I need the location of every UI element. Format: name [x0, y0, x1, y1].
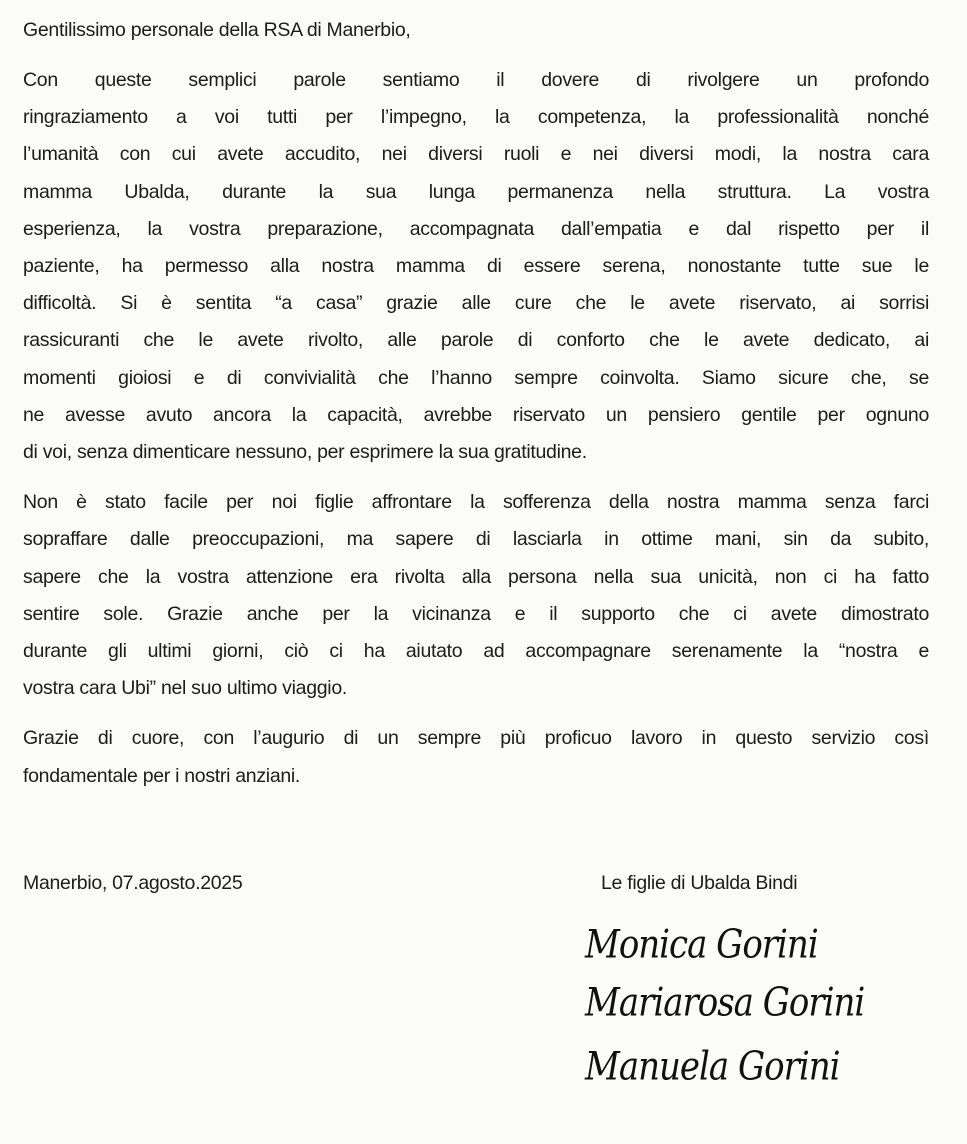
- signature-manuela: Manuela Gorini: [585, 1044, 840, 1090]
- paragraph-3: [23, 720, 929, 794]
- paragraph-1: [23, 62, 929, 471]
- text-line: durante gli ultimi giorni, ciò ci ha aiutato ad accompagnare serenamente la “nostra e: [23, 640, 929, 663]
- letter-body: [23, 12, 929, 808]
- text-line: sentire sole. Grazie anche per la vicinanza e il supporto che ci avete dimostrato: [23, 602, 929, 625]
- text-line: ringraziamento a voi tutti per l’impegno, la competenza, la professionalità nonché: [23, 106, 929, 129]
- text-line: l’umanità con cui avete accudito, nei diversi ruoli e nei diversi modi, la nostra cara: [23, 143, 929, 166]
- text-line: Con queste semplici parole sentiamo il dovere di rivolgere un profondo: [23, 69, 929, 91]
- signed-by: Le figlie di Ubalda Bindi: [601, 872, 798, 894]
- text-line: esperienza, la vostra preparazione, accompagnata dall’empatia e dal rispetto per il: [23, 217, 929, 240]
- salutation: Gentilissimo personale della RSA di Manerbio,: [23, 19, 411, 41]
- text-line: di voi, senza dimenticare nessuno, per esprimere la sua gratitudine.: [23, 441, 587, 464]
- text-line: paziente, ha permesso alla nostra mamma di essere serena, nonostante tutte sue le: [23, 255, 929, 278]
- text-line: momenti gioiosi e di convivialità che l’hanno sempre coinvolta. Siamo sicure che, se: [23, 366, 929, 389]
- text-line: difficoltà. Si è sentita “a casa” grazie alle cure che le avete riservato, ai sorrisi: [23, 292, 929, 315]
- text-line: sopraffare dalle preoccupazioni, ma sapere di lasciarla in ottime mani, sin da subito,: [23, 528, 929, 551]
- text-line: sapere che la vostra attenzione era rivolta alla persona nella sua unicità, non ci ha fatto: [23, 565, 929, 588]
- signatures: [585, 922, 875, 1135]
- signature-monica: Monica Gorini: [585, 922, 818, 968]
- text-line: rassicuranti che le avete rivolto, alle parole di conforto che le avete dedicato, ai: [23, 329, 929, 352]
- text-line: mamma Ubalda, durante la sua lunga permanenza nella struttura. La vostra: [23, 180, 929, 203]
- text-line: vostra cara Ubi” nel suo ultimo viaggio.: [23, 677, 347, 700]
- text-line: fondamentale per i nostri anziani.: [23, 764, 301, 787]
- text-line: ne avesse avuto ancora la capacità, avrebbe riservato un pensiero gentile per ognuno: [23, 403, 929, 426]
- signature-mariarosa: Mariarosa Gorini: [585, 980, 865, 1026]
- text-line: Grazie di cuore, con l’augurio di un sempre più proficuo lavoro in questo servizio così: [23, 727, 929, 750]
- text-line: Non è stato facile per noi figlie affrontare la sofferenza della nostra mamma senza farci: [23, 491, 929, 514]
- place-date: Manerbio, 07.agosto.2025: [23, 872, 243, 894]
- paragraph-2: [23, 484, 929, 707]
